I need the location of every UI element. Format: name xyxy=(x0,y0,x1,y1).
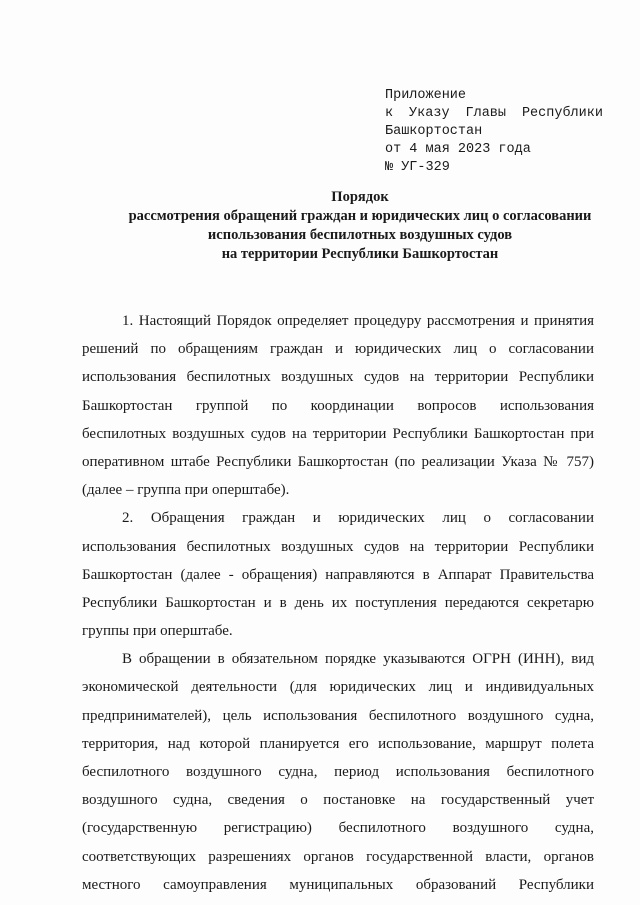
body-line: Башкортостан (далее - обращения) направляются в Аппарат Правительства xyxy=(82,566,594,583)
document-body xyxy=(82,307,594,899)
appendix-number: № УГ-329 xyxy=(385,160,450,175)
body-line: использования беспилотных воздушных судов на территории Республики xyxy=(82,369,594,386)
title-line: использования беспилотных воздушных судов xyxy=(207,227,513,243)
body-line: экономической деятельности (для юридических лиц и индивидуальных xyxy=(82,679,594,696)
body-line: воздушного судна, сведения о постановке на государственный учет xyxy=(82,792,594,809)
body-line: Республики Башкортостан и в день их поступления передаются секретарю xyxy=(82,594,594,611)
body-line: местного самоуправления муниципальных образований Республики xyxy=(82,876,594,893)
appendix-word: Главы xyxy=(465,106,507,121)
body-line: территория, над которой планируется его использование, маршрут полета xyxy=(82,735,594,752)
body-line: решений по обращениям граждан и юридических лиц о согласовании xyxy=(82,341,594,358)
body-line: (государственную регистрацию) беспилотного воздушного судна, xyxy=(82,820,594,837)
appendix-word: Республики xyxy=(521,106,603,121)
body-line: 1. Настоящий Порядок определяет процедуру рассмотрения и принятия xyxy=(122,313,594,329)
appendix-word: к xyxy=(385,106,394,121)
body-line: использования беспилотных воздушных судов на территории Республики xyxy=(82,538,594,555)
title-line: на территории Республики Башкортостан xyxy=(221,246,499,262)
body-line: Башкортостан группой по координации вопросов использования xyxy=(82,397,594,414)
document-title xyxy=(70,188,640,264)
body-line: беспилотных воздушных судов на территории Республики Башкортостан при xyxy=(82,425,594,442)
body-line: группы при оперштабе. xyxy=(82,623,233,640)
body-line: 2. Обращения граждан и юридических лиц о согласовании xyxy=(122,510,594,527)
body-line: соответствующих разрешениях органов государственной власти, органов xyxy=(82,848,594,865)
body-line: оперативном штабе Республики Башкортостан (по реализации Указа № 757) xyxy=(82,453,594,470)
appendix-label: Приложение xyxy=(385,88,467,103)
body-line: В обращении в обязательном порядке указываются ОГРН (ИНН), вид xyxy=(122,651,594,668)
appendix-date: от 4 мая 2023 года xyxy=(385,142,531,157)
title-line: рассмотрения обращений граждан и юридических лиц о согласовании xyxy=(128,208,592,224)
body-line: (далее – группа при оперштабе). xyxy=(82,482,290,499)
appendix-header xyxy=(385,87,603,177)
appendix-region: Башкортостан xyxy=(385,124,483,139)
title-line: Порядок xyxy=(331,189,389,205)
body-line: предпринимателей), цель использования беспилотного воздушного судна, xyxy=(82,707,594,724)
appendix-decree-ref xyxy=(385,105,603,123)
body-line: беспилотного воздушного судна, период использования беспилотного xyxy=(82,764,594,780)
appendix-word: Указу xyxy=(409,106,450,121)
